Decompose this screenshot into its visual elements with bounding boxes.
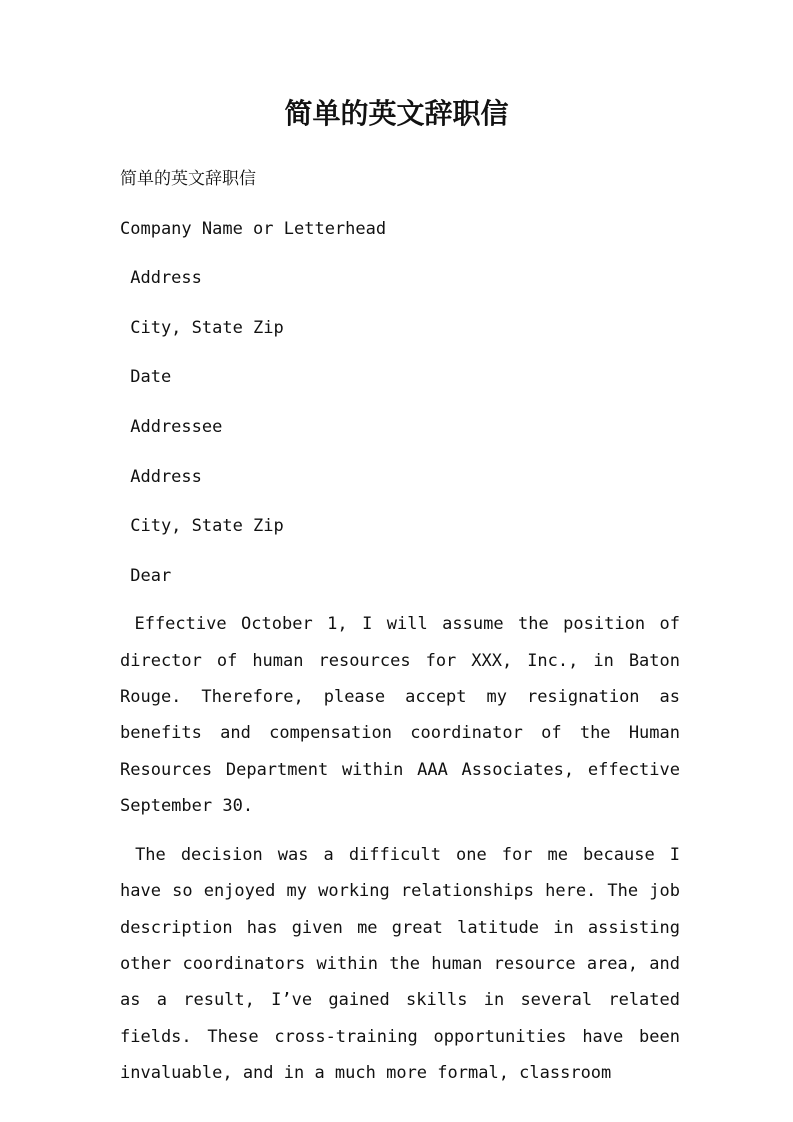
letter-date: Date: [120, 367, 172, 388]
salutation: Dear: [120, 565, 172, 586]
recipient-city-state-zip: City, State Zip: [120, 516, 284, 537]
document-subtitle: 简单的英文辞职信: [120, 169, 256, 189]
recipient-address: Address: [120, 466, 202, 487]
sender-address: Address: [120, 268, 202, 289]
letter-body: [120, 164, 691, 1104]
body-paragraph-2: The decision was a difficult one for me because I have so enjoyed my working relationships here. The job description has given me great latitude in assisting other coordinators within the human resource area, and as a result, I’ve gained skills in several related fields. These cross-training opportunities have been invaluable, and in a much more formal, classroom: [120, 845, 691, 1083]
sender-city-state-zip: City, State Zip: [120, 317, 284, 338]
recipient-name: Addressee: [120, 416, 223, 437]
body-paragraph-1: Effective October 1, I will assume the position of director of human resources for XXX, Inc., in Baton Rouge. Therefore, please accept my resignation as benefits and compensation coordinator of the Human Resources Department within AAA Associates, effective September 30.: [120, 614, 691, 816]
document-title: 简单的英文辞职信: [284, 97, 509, 130]
sender-company: Company Name or Letterhead: [120, 218, 387, 239]
